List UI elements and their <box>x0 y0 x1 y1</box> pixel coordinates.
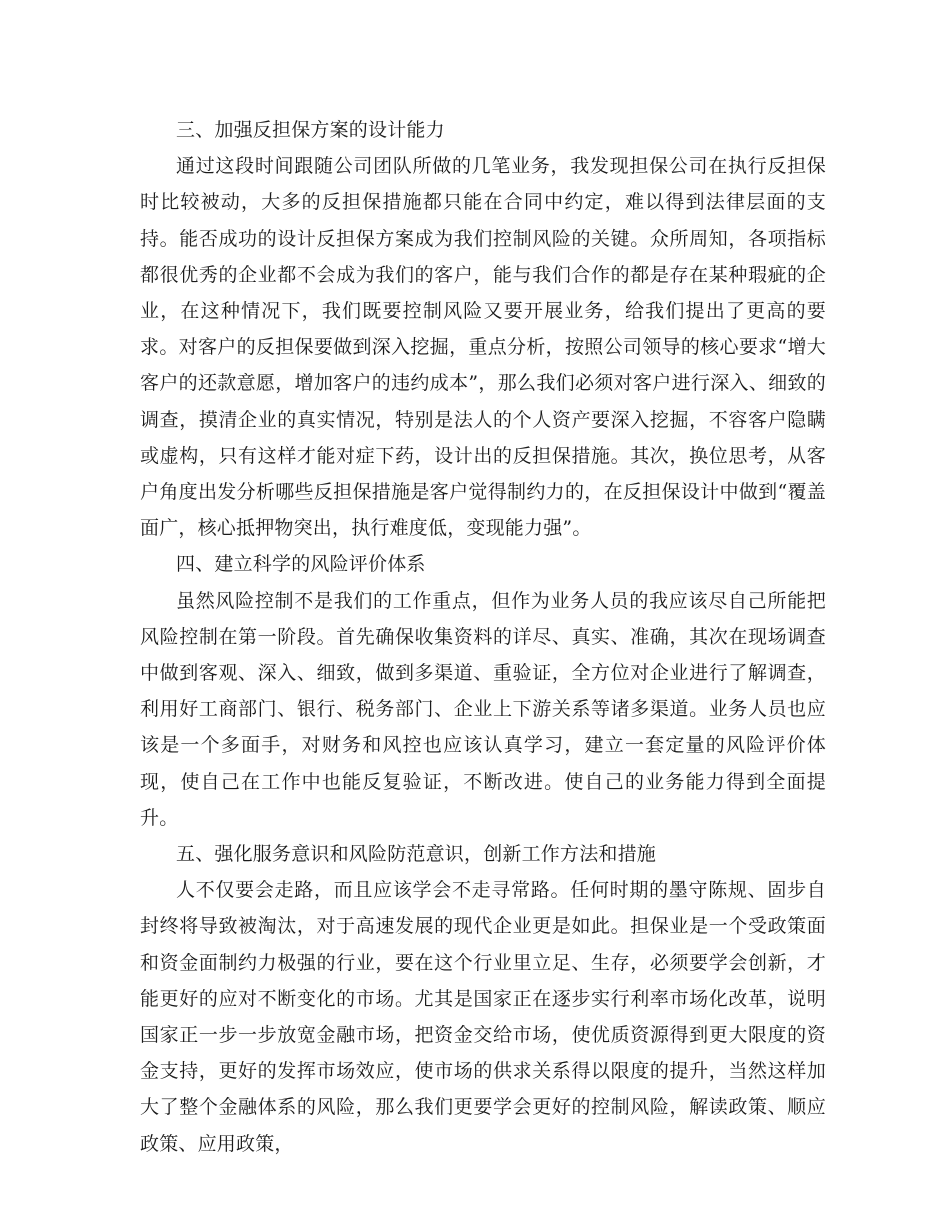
section-heading-4: 四、建立科学的风险评价体系 <box>176 553 426 576</box>
document-body <box>140 112 826 1162</box>
section-paragraph-3: 通过这段时间跟随公司团队所做的几笔业务，我发现担保公司在执行反担保时比较被动，大多的反担保措施都只能在合同中约定，难以得到法律层面的支持。能否成功的设计反担保方案成为我们控制风险的关键。众所周知，各项指标都很优秀的企业都不会成为我们的客户，能与我们合作的都是存在某种瑕疵的企业，在这种情况下，我们既要控制风险又要开展业务，给我们提出了更高的要求。对客户的反担保要做到深入挖掘，重点分析，按照公司领导的核心要求“增大客户的还款意愿，增加客户的违约成本”，那么我们必须对客户进行深入、细致的调查，摸清企业的真实情况，特别是法人的个人资产要深入挖掘，不容客户隐瞒或虚构，只有这样才能对症下药，设计出的反担保措施。其次，换位思考，从客户角度出发分析哪些反担保措施是客户觉得制约力的，在反担保设计中做到“覆盖面广，核心抵押物突出，执行难度低，变现能力强”。 <box>140 155 826 540</box>
section-paragraph-5: 人不仅要会走路，而且应该学会不走寻常路。任何时期的墨守陈规、固步自封终将导致被淘汰，对于高速发展的现代企业更是如此。担保业是一个受政策面和资金面制约力极强的行业，要在这个行业里立足、生存，必须要学会创新，才能更好的应对不断变化的市场。尤其是国家正在逐步实行利率市场化改革，说明国家正一步一步放宽金融市场，把资金交给市场，使优质资源得到更大限度的资金支持，更好的发挥市场效应，使市场的供求关系得以限度的提升，当然这样加大了整个金融体系的风险，那么我们更要学会更好的控制风险，解读政策、顺应政策、应用政策， <box>140 879 826 1155</box>
section-heading-5: 五、强化服务意识和风险防范意识，创新工作方法和措施 <box>176 843 657 866</box>
section-paragraph-4: 虽然风险控制不是我们的工作重点，但作为业务人员的我应该尽自己所能把风险控制在第一阶段。首先确保收集资料的详尽、真实、准确，其次在现场调查中做到客观、深入、细致，做到多渠道、重验证，全方位对企业进行了解调查，利用好工商部门、银行、税务部门、企业上下游关系等诸多渠道。业务人员也应该是一个多面手，对财务和风控也应该认真学习，建立一套定量的风险评价体现，使自己在工作中也能反复验证，不断改进。使自己的业务能力得到全面提升。 <box>140 589 826 829</box>
section-heading-3: 三、加强反担保方案的设计能力 <box>176 119 445 141</box>
